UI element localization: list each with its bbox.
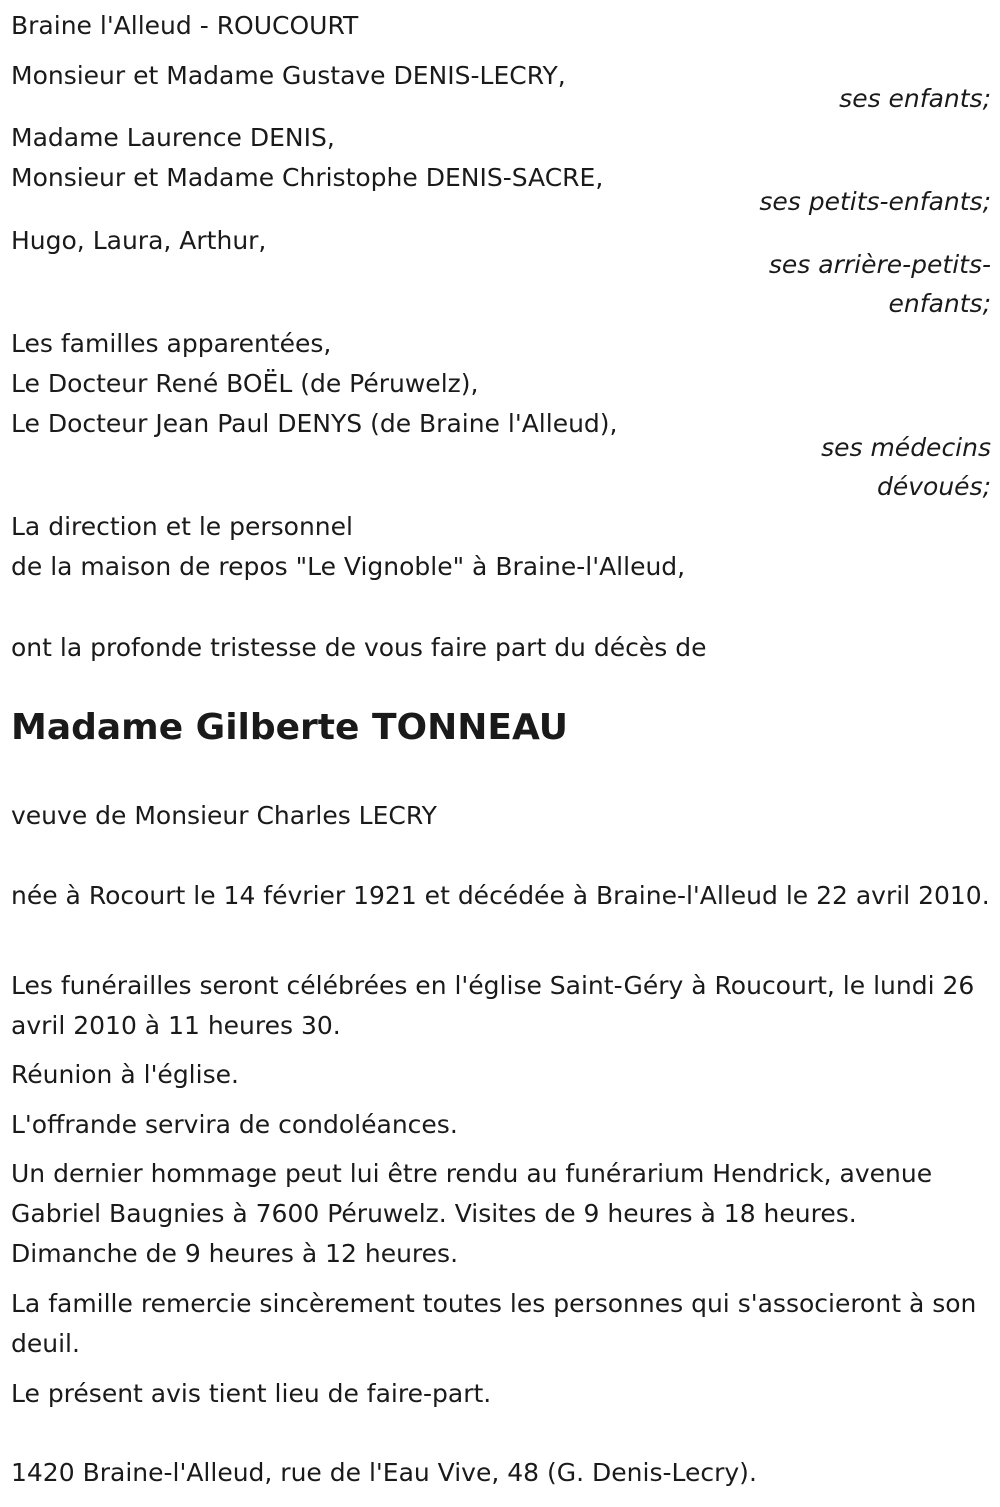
- thanks-paragraph: La famille remercie sincèrement toutes les personnes qui s'associeront à son deuil.: [11, 1289, 977, 1358]
- tribute-paragraph: Un dernier hommage peut lui être rendu au funérarium Hendrick, avenue Gabriel Baugnies à 7600 Péruwelz. Visites de 9 heures à 18 heures. Dimanche de 9 heures à 12 heures.: [11, 1159, 933, 1268]
- doctors-relation: ses médecins: [821, 433, 991, 462]
- footer-address: 1420 Braine-l'Alleud, rue de l'Eau Vive, 48 (G. Denis-Lecry).: [11, 1458, 757, 1487]
- care-home-line: de la maison de repos "Le Vignoble" à Braine-l'Alleud,: [11, 552, 686, 581]
- deceased-name: Madame Gilberte TONNEAU: [11, 707, 568, 748]
- relatives-line: Le Docteur Jean Paul DENYS (de Braine l'Alleud),: [11, 409, 618, 438]
- great-grandchildren-line: Hugo, Laura, Arthur,: [11, 226, 267, 255]
- offering-paragraph: L'offrande servira de condoléances.: [11, 1110, 458, 1139]
- doctors-relation: dévoués;: [876, 472, 991, 501]
- great-grandchildren-relation: ses arrière-petits-: [768, 250, 991, 279]
- children-relation: ses enfants;: [839, 84, 991, 113]
- announcement-intro: ont la profonde tristesse de vous faire part du décès de: [11, 633, 707, 662]
- grandchild-line: Monsieur et Madame Christophe DENIS-SACRE,: [11, 163, 604, 192]
- funeral-paragraph: Les funérailles seront célébrées en l'église Saint-Géry à Roucourt, le lundi 26 avril 2010 à 11 heures 30.: [11, 971, 975, 1040]
- birth-death-paragraph: née à Rocourt le 14 février 1921 et décédée à Braine-l'Alleud le 22 avril 2010.: [11, 881, 990, 910]
- children-line: Monsieur et Madame Gustave DENIS-LECRY,: [11, 61, 566, 90]
- relatives-line: Le Docteur René BOËL (de Péruwelz),: [11, 369, 479, 398]
- notice-paragraph: Le présent avis tient lieu de faire-part.: [11, 1379, 492, 1408]
- great-grandchildren-relation: enfants;: [888, 289, 991, 318]
- widow-of: veuve de Monsieur Charles LECRY: [11, 801, 437, 830]
- meeting-paragraph: Réunion à l'église.: [11, 1060, 239, 1089]
- relatives-line: Les familles apparentées,: [11, 329, 332, 358]
- care-home-line: La direction et le personnel: [11, 512, 353, 541]
- grandchildren-relation: ses petits-enfants;: [759, 187, 991, 216]
- location-header: Braine l'Alleud - ROUCOURT: [11, 11, 359, 40]
- grandchild-line: Madame Laurence DENIS,: [11, 123, 335, 152]
